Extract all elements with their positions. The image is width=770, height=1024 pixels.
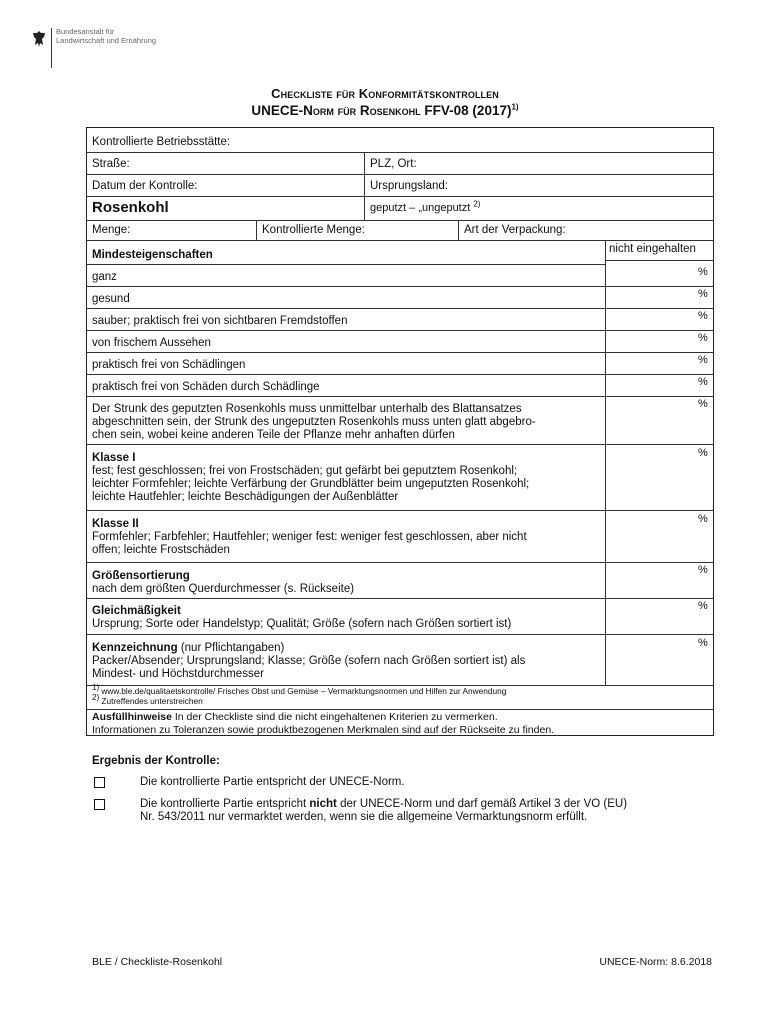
pct-klasse-2: %	[698, 513, 708, 525]
betriebsstaette-label: Kontrollierte Betriebsstätte:	[92, 136, 231, 148]
plz-ort-label: PLZ, Ort:	[370, 158, 417, 170]
pct-schaedlinge: %	[698, 354, 708, 366]
menge-label: Menge:	[92, 224, 131, 236]
criterion-frisch: von frischem Aussehen	[92, 337, 211, 349]
result-option-1-checkbox[interactable]	[94, 777, 105, 788]
criterion-schaeden: praktisch frei von Schäden durch Schädlinge	[92, 381, 320, 393]
pct-ganz: %	[698, 266, 708, 278]
pct-gesund: %	[698, 288, 708, 300]
ergebnis-heading: Ergebnis der Kontrolle:	[92, 755, 220, 767]
criterion-groessensortierung: Größensortierung nach dem größten Querdurchmesser (s. Rückseite)	[92, 570, 355, 595]
result-option-2-checkbox[interactable]	[94, 799, 105, 810]
document-title: Checkliste für Konformitätskontrollen	[271, 86, 499, 101]
pct-klasse-1: %	[698, 447, 708, 459]
criterion-schaedlinge: praktisch frei von Schädlingen	[92, 359, 246, 371]
pct-kennzeichnung: %	[698, 637, 708, 649]
pct-strunk: %	[698, 398, 708, 410]
geputzt-option: geputzt – „ungeputzt $^{2)}$	[370, 199, 481, 214]
criterion-ganz: ganz	[92, 271, 117, 283]
footer-left: BLE / Checkliste-Rosenkohl	[92, 956, 223, 968]
logo-divider	[51, 28, 52, 68]
footnote-2: $^{2)}$ Zutreffendes unterstreichen	[92, 693, 203, 706]
document-subtitle: UNECE-Norm für Rosenkohl FFV-08 $(2017)^{1)}$	[251, 102, 519, 118]
criterion-gleichmaessigkeit: Gleichmäßigkeit Ursprung; Sorte oder Handelstyp; Qualität; Größe (sofern nach Größen sortiert ist)	[92, 605, 512, 630]
kontrollierte-menge-label: Kontrollierte Menge:	[262, 224, 365, 236]
result-option-2-label: Die kontrollierte Partie entspricht nicht der UNECE-Norm und darf gemäß Artikel 3 der VO (EU) Nr. 543/2011 nur vermarktet werden, wenn sie die allgemeine Vermarktungsnorm erfüllt.	[140, 798, 628, 823]
nicht-eingehalten-header: nicht eingehalten	[609, 243, 696, 255]
ursprungsland-label: Ursprungsland:	[370, 180, 448, 192]
criterion-sauber: sauber; praktisch frei von sichtbaren Fremdstoffen	[92, 315, 348, 327]
mindesteigenschaften-heading: Mindesteigenschaften	[92, 249, 213, 261]
pct-schaeden: %	[698, 376, 708, 388]
footnote-1: $^{1)}$ www.ble.de/qualitaetskontrolle/ Frisches Obst und Gemüse – Vermarktungsnormen und Hilfen zur Anwendung	[92, 683, 507, 696]
criterion-strunk: Der Strunk des geputzten Rosenkohls muss unmittelbar unterhalb des Blattansatzes abgeschnitten sein, der Strunk des ungeputzten Rosenkohls muss unten glatt abgebro- chen sein, wobei keine anderen Teile der Pflanze mehr anhaften dürfen	[92, 403, 536, 441]
verpackung-label: Art der Verpackung:	[464, 224, 566, 236]
strasse-label: Straße:	[92, 158, 130, 170]
logo-line-1: Bundesanstalt für	[56, 27, 115, 36]
federal-eagle-icon	[32, 30, 46, 48]
criterion-klasse-1: Klasse I fest; fest geschlossen; frei von Frostschäden; gut gefärbt bei geputztem Rosenkohl; leichter Formfehler; leichte Verfärbung der Grundblätter beim ungeputzten Rosenkohl; leichte Hautfehler; leichte Beschädigungen der Außenblätter	[92, 452, 530, 503]
criterion-gesund: gesund	[92, 293, 130, 305]
ausfuellhinweise: Ausfüllhinweise In der Checkliste sind die nicht eingehaltenen Kriterien zu vermerken. Informationen zu Toleranzen sowie produktbezogenen Merkmalen sind auf der Rückseite zu finden.	[92, 711, 555, 736]
agency-logo-text	[56, 28, 156, 45]
pct-sauber: %	[698, 310, 708, 322]
pct-frisch: %	[698, 332, 708, 344]
product-name: Rosenkohl	[92, 199, 169, 216]
logo-line-2: Landwirtschaft und Ernährung	[56, 35, 157, 45]
pct-gleichmaessigkeit: %	[698, 600, 708, 612]
datum-label: Datum der Kontrolle:	[92, 180, 198, 192]
pct-groessensortierung: %	[698, 564, 708, 576]
footer-right: UNECE-Norm: 8.6.2018	[599, 956, 712, 968]
result-option-1-label: Die kontrollierte Partie entspricht der UNECE-Norm.	[140, 776, 405, 788]
criterion-klasse-2: Klasse II Formfehler; Farbfehler; Hautfehler; weniger fest: weniger fest geschlossen, aber nicht offen; leichte Frostschäden	[92, 518, 527, 556]
criterion-kennzeichnung: Kennzeichnung (nur Pflichtangaben) Packer/Absender; Ursprungsland; Klasse; Größe (sofern nach Größen sortiert ist) als Mindest- und Höchstdurchmesser	[92, 642, 526, 680]
